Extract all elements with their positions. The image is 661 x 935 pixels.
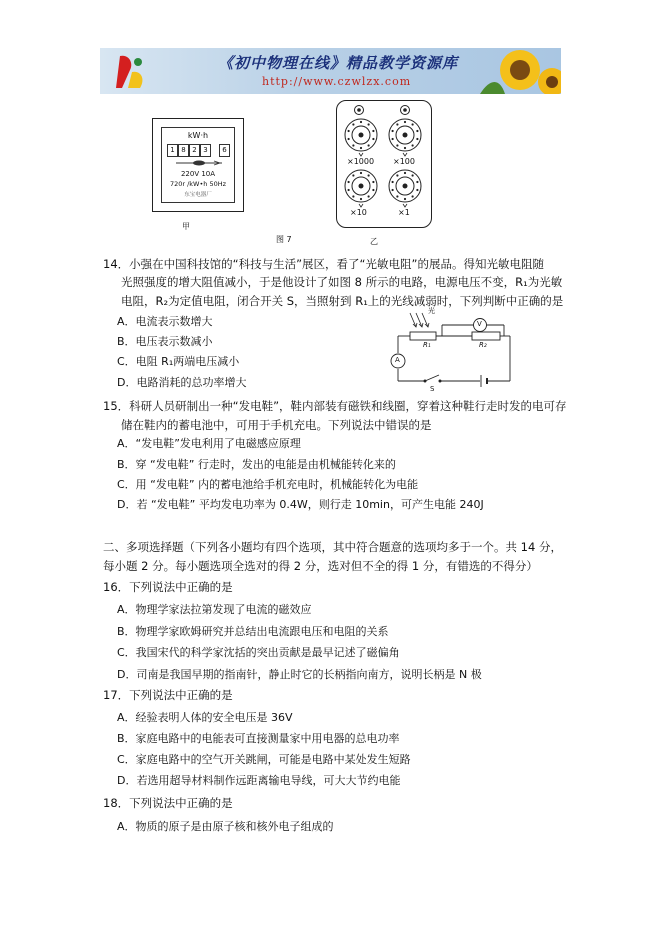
question-14-option-d: D．电路消耗的总功率增大: [117, 376, 247, 389]
meter-spec-2: 720r /kW•h 50Hz: [169, 180, 227, 188]
question-15-line-1: 15．科研人员研制出一种“发电鞋”，鞋内部装有磁铁和线圈，穿着这种鞋行走时发的电可存: [103, 399, 567, 413]
photoresistor-r1: [410, 332, 436, 340]
question-16-option-a: A．物理学家法拉第发现了电流的磁效应: [117, 603, 312, 616]
meter-digits: [167, 144, 229, 156]
battery-icon: [481, 375, 487, 387]
question-18-stem: 18．下列说法中正确的是: [103, 796, 233, 810]
circuit-diagram: [388, 305, 518, 397]
resistor-r2: [472, 332, 500, 340]
banner-url[interactable]: http://www.czwlzx.com: [262, 75, 412, 88]
banner-title: 《初中物理在线》精品教学资源库: [218, 54, 459, 72]
question-17-option-b: B．家庭电路中的电能表可直接测量家中用电器的总电功率: [117, 732, 400, 745]
meter-spec-1: 220V 10A: [180, 170, 216, 178]
section-2-instructions-1: 二、多项选择题（下列各小题均有四个选项，其中符合题意的选项均多于一个。共 14 分，: [103, 540, 562, 554]
meter-label: 甲: [182, 222, 190, 231]
meter-disk-icon: [174, 159, 224, 167]
electricity-meter: [152, 118, 244, 212]
meter-digit: 8: [178, 144, 189, 157]
question-14-line-2: 光照强度的增大阻值减小，于是他设计了如图 8 所示的电路，电源电压不变，R₁为光敏: [121, 275, 563, 289]
logo-icon: [116, 56, 142, 88]
meter-unit: kW·h: [187, 131, 209, 140]
r2-label: R₂: [479, 341, 487, 349]
question-14-line-3: 电阻，R₂为定值电阻，闭合开关 S，当照射到 R₁上的光线减弱时，下列判断中正确的是: [121, 294, 564, 308]
question-16-option-c: C．我国宋代的科学家沈括的突出贡献是最早记述了磁偏角: [117, 646, 400, 659]
question-18-option-a: A．物质的原子是由原子核和核外电子组成的: [117, 820, 334, 833]
r1-label: R₁: [423, 341, 431, 349]
meter-digit: 1: [167, 144, 178, 157]
resistance-box: [336, 100, 432, 228]
question-15-option-b: B．穿 “发电鞋” 行走时，发出的电能是由机械能转化来的: [117, 458, 396, 471]
meter-digit: 3: [200, 144, 211, 157]
switch-icon: [424, 375, 442, 383]
dial-multiplier: ×100: [393, 157, 415, 166]
light-arrows-icon: [410, 313, 429, 327]
question-17-stem: 17．下列说法中正确的是: [103, 688, 233, 702]
resistance-box-label: 乙: [370, 237, 378, 246]
question-15-line-2: 储在鞋内的蓄电池中，可用于手机充电。下列说法中错误的是: [121, 418, 432, 432]
question-15-option-a: A．“发电鞋”发电利用了电磁感应原理: [117, 437, 301, 450]
meter-panel: [161, 127, 235, 203]
ammeter-label: A: [395, 356, 400, 364]
question-17-option-d: D．若选用超导材料制作远距离输电导线，可大大节约电能: [117, 774, 401, 787]
voltmeter-label: V: [477, 320, 482, 328]
question-17-option-c: C．家庭电路中的空气开关跳闸，可能是电路中某处发生短路: [117, 753, 411, 766]
meter-digit: 2: [189, 144, 200, 157]
question-16-stem: 16．下列说法中正确的是: [103, 580, 233, 594]
question-15-option-d: D．若 “发电鞋” 平均发电功率为 0.4W，则行走 10min，可产生电能 240J: [117, 498, 484, 511]
question-17-option-a: A．经验表明人体的安全电压是 36V: [117, 711, 293, 724]
question-14-option-a: A．电流表示数增大: [117, 315, 213, 328]
dial-multiplier: ×1: [398, 208, 410, 217]
question-14-option-b: B．电压表示数减小: [117, 335, 213, 348]
meter-digit: 6: [219, 144, 230, 157]
question-14-line-1: 14．小强在中国科技馆的“科技与生活”展区，看了“光敏电阻”的展品。得知光敏电阻随: [103, 257, 544, 271]
dial-multiplier: ×10: [350, 208, 367, 217]
question-14-option-c: C．电阻 R₁两端电压减小: [117, 355, 240, 368]
meter-maker: 东宝电器厂: [184, 192, 212, 198]
switch-label: S: [430, 385, 435, 393]
light-label: 光: [428, 307, 435, 315]
header-banner: [100, 48, 561, 94]
figure-caption: 图 7: [276, 235, 292, 244]
dial-multiplier: ×1000: [347, 157, 375, 166]
sunflower-icon: [480, 50, 561, 94]
question-16-option-b: B．物理学家欧姆研究并总结出电流跟电压和电阻的关系: [117, 625, 389, 638]
section-2-instructions-2: 每小题 2 分。每小题选项全选对的得 2 分，选对但不全的得 1 分，有错选的不得分）: [103, 559, 538, 573]
question-15-option-c: C．用 “发电鞋” 内的蓄电池给手机充电时，机械能转化为电能: [117, 478, 419, 491]
question-16-option-d: D．司南是我国早期的指南针，静止时它的长柄指向南方，说明长柄是 N 极: [117, 668, 482, 681]
